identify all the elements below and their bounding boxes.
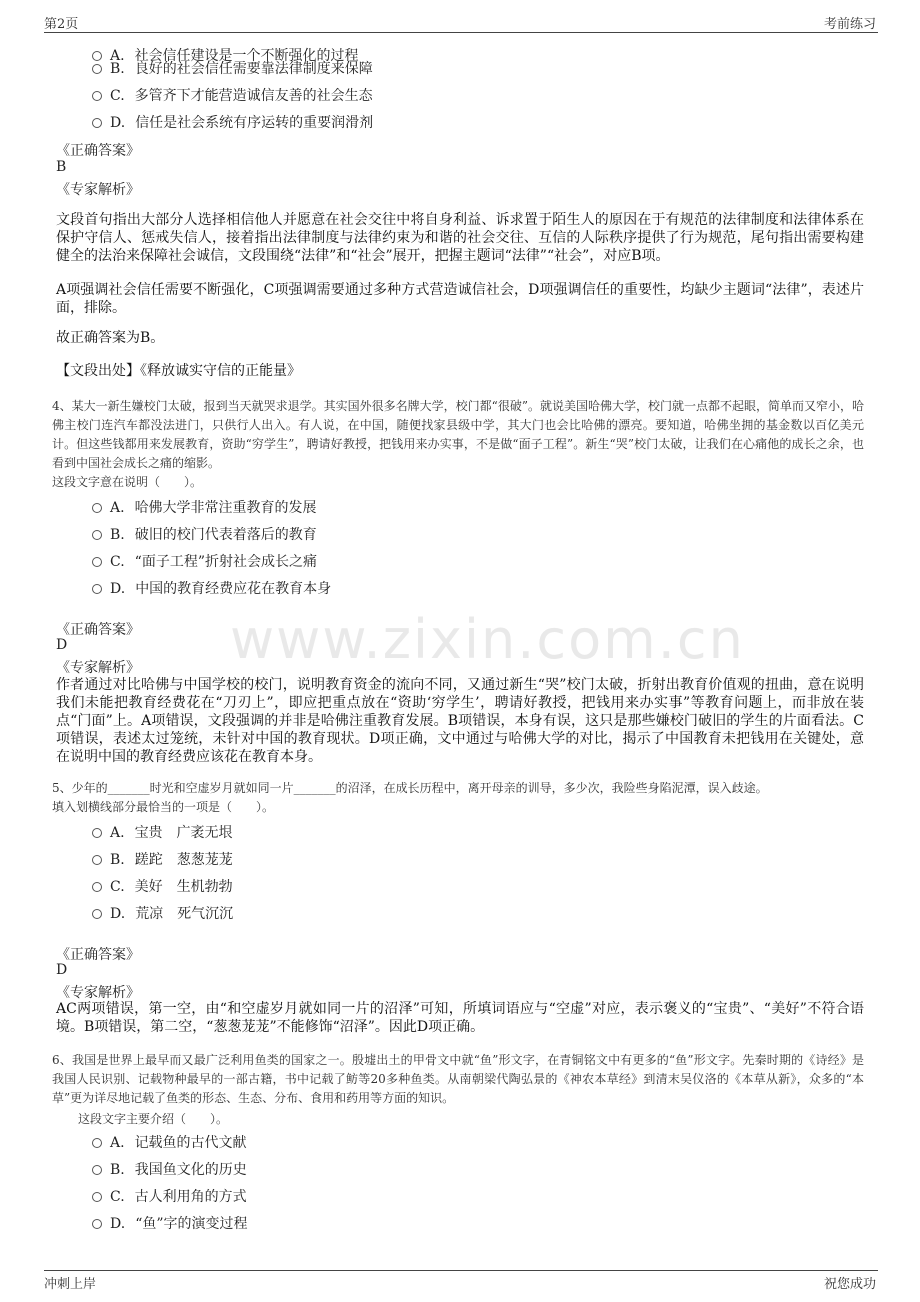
q5-question-text: 5、少年的_______时光和空虚岁月就如同一片_______的沼泽，在成长历程中，离开母亲的训导，多少次，我险些身陷泥潭，误入歧途。 — [52, 781, 768, 795]
q3-option-a[interactable]: A. 社会信任建设是一个不断强化的过程 — [92, 45, 359, 65]
q6-option-b[interactable]: B. 我国鱼文化的历史 — [92, 1159, 247, 1179]
q4-analysis: 作者通过对比哈佛与中国学校的校门，说明教育资金的流向不同，又通过新生“哭”校门太破，折射出教育价值观的扭曲，意在说明我们未能把教育经费花在“刀刃上”，即应把重点放在“资助‘穷学生’，聘请好教授，把钱用来办实事”等教育问题上，而非放在装点“门面”上。A项错误，文段强调的并非是哈佛注重教育发展。B项错误，本身有误，这只是那些嫌校门破旧的学生的片面看法。C项错误，表述太过笼统，未针对中国的教育现状。D项正确，文中通过与哈佛大学的对比，揭示了中国教育未把钱用在关键处，意在说明中国的教育经费应该花在教育本身。 — [56, 677, 864, 765]
footer-right: 祝您成功 — [823, 1277, 876, 1292]
radio-icon[interactable] — [92, 1138, 102, 1148]
q6-question-text: 6、我国是世界上最早而又最广泛利用鱼类的国家之一。殷墟出土的甲骨文中就“鱼”形文字，在青铜铭文中有更多的“鱼”形文字。先秦时期的《诗经》是我国人民识别、记载物种最早的一部古籍，书中记载了鲂等20多种鱼类。从南朝梁代陶弘景的《神农本草经》到清末吴仪洛的《本草从新》，众多的“本草”更为详尽地记载了鱼类的形态、生态、分布、食用和药用等方面的知识。 — [52, 1053, 864, 1105]
q6-option-d[interactable]: D. “鱼”字的演变过程 — [92, 1213, 248, 1233]
radio-icon[interactable] — [92, 855, 102, 865]
q4-option-c[interactable]: C. “面子工程”折射社会成长之痛 — [92, 551, 317, 571]
footer-left: 冲刺上岸 — [44, 1277, 97, 1292]
radio-icon[interactable] — [92, 64, 102, 74]
q5-option-d[interactable]: D. 荒凉 死气沉沉 — [92, 903, 233, 923]
radio-icon[interactable] — [92, 530, 102, 540]
q4-option-b[interactable]: B. 破旧的校门代表着落后的教育 — [92, 524, 317, 544]
radio-icon[interactable] — [92, 1165, 102, 1175]
q3-option-d[interactable]: D. 信任是社会系统有序运转的重要润滑剂 — [92, 112, 373, 132]
q5-answer: D — [56, 962, 68, 978]
radio-icon[interactable] — [92, 91, 102, 101]
q5-option-c[interactable]: C. 美好 生机勃勃 — [92, 876, 233, 896]
q4-option-a[interactable]: A. 哈佛大学非常注重教育的发展 — [92, 497, 317, 517]
radio-icon[interactable] — [92, 557, 102, 567]
q3-answer: B — [56, 159, 67, 175]
q5-prompt: 填入划横线部分最恰当的一项是（ ）。 — [52, 800, 275, 814]
q4-analysis-label: 《专家解析》 — [56, 660, 140, 676]
radio-icon[interactable] — [92, 828, 102, 838]
radio-icon[interactable] — [92, 1192, 102, 1202]
q6-option-c[interactable]: C. 古人利用角的方式 — [92, 1186, 247, 1206]
q3-answer-label: 《正确答案》 — [56, 143, 140, 159]
radio-icon[interactable] — [92, 1219, 102, 1229]
q5-analysis: AC两项错误，第一空，由“和空虚岁月就如同一片的沼泽”可知，所填词语应与“空虚”对应，表示褒义的“宝贵”、“美好”不符合语境。B项错误，第二空，“葱葱茏茏”不能修饰“沼泽”。因此D项正确。 — [56, 1001, 864, 1035]
radio-icon[interactable] — [92, 503, 102, 513]
q3-option-b[interactable]: B. 良好的社会信任需要靠法律制度来保障 — [92, 58, 373, 78]
q4-question-text: 4、某大一新生嫌校门太破，报到当天就哭求退学。其实国外很多名牌大学，校门都“很破”。就说美国哈佛大学，校门就一点都不起眼，简单而又窄小，哈佛主校门连汽车都没法进门，只供行人出入。有人说，在中国，随便找家县级中学，其大门也会比哈佛的漂亮。要知道，哈佛坐拥的基金数以百亿美元计。但这些钱都用来发展教育，资助“穷学生”，聘请好教授，把钱用来办实事，不是做“面子工程”。新生“哭”校门太破，让我们在心痛他的成长之余，也看到中国社会成长之痛的缩影。 — [52, 399, 864, 470]
radio-icon[interactable] — [92, 118, 102, 128]
page-number: 第2页 — [44, 17, 79, 32]
q4-option-d[interactable]: D. 中国的教育经费应花在教育本身 — [92, 578, 331, 598]
radio-icon[interactable] — [92, 909, 102, 919]
radio-icon[interactable] — [92, 584, 102, 594]
header-rule — [44, 32, 878, 33]
q4-prompt: 这段文字意在说明（ ）。 — [52, 475, 203, 489]
radio-icon[interactable] — [92, 882, 102, 892]
q5-option-b[interactable]: B. 蹉跎 葱葱茏茏 — [92, 849, 233, 869]
footer-rule — [44, 1270, 878, 1271]
q3-analysis-label: 《专家解析》 — [56, 182, 140, 198]
q6-prompt: 这段文字主要介绍（ ）。 — [78, 1112, 229, 1126]
q3-source: 【文段出处】《释放诚实守信的正能量》 — [56, 363, 301, 379]
q5-option-a[interactable]: A. 宝贵 广袤无垠 — [92, 822, 233, 842]
q3-analysis-p2: A项强调社会信任需要不断强化，C项强调需要通过多种方式营造诚信社会，D项强调信任的重要性，均缺少主题词“法律”，表述片面，排除。 — [56, 282, 864, 316]
header-title: 考前练习 — [823, 17, 876, 32]
q4-answer-label: 《正确答案》 — [56, 622, 140, 638]
q3-analysis-p3: 故正确答案为B。 — [56, 330, 165, 346]
q5-analysis-label: 《专家解析》 — [56, 985, 140, 1001]
q3-option-c[interactable]: C. 多管齐下才能营造诚信友善的社会生态 — [92, 85, 373, 105]
q3-analysis-p1: 文段首句指出大部分人选择相信他人并愿意在社会交往中将自身利益、诉求置于陌生人的原因在于有规范的法律制度和法律体系在保护守信人、惩戒失信人，接着指出法律制度与法律约束为和谐的社会交往、互信的人际秩序提供了行为规范，尾句指出需要构建健全的法治来保障社会诚信，文段围绕“法律”和“社会”展开，把握主题词“法律”“社会”，对应B项。 — [56, 212, 864, 264]
q6-option-a[interactable]: A. 记载鱼的古代文献 — [92, 1132, 247, 1152]
q5-answer-label: 《正确答案》 — [56, 947, 140, 963]
watermark: www.zixin.com.cn — [230, 608, 745, 671]
q4-answer: D — [56, 637, 68, 653]
